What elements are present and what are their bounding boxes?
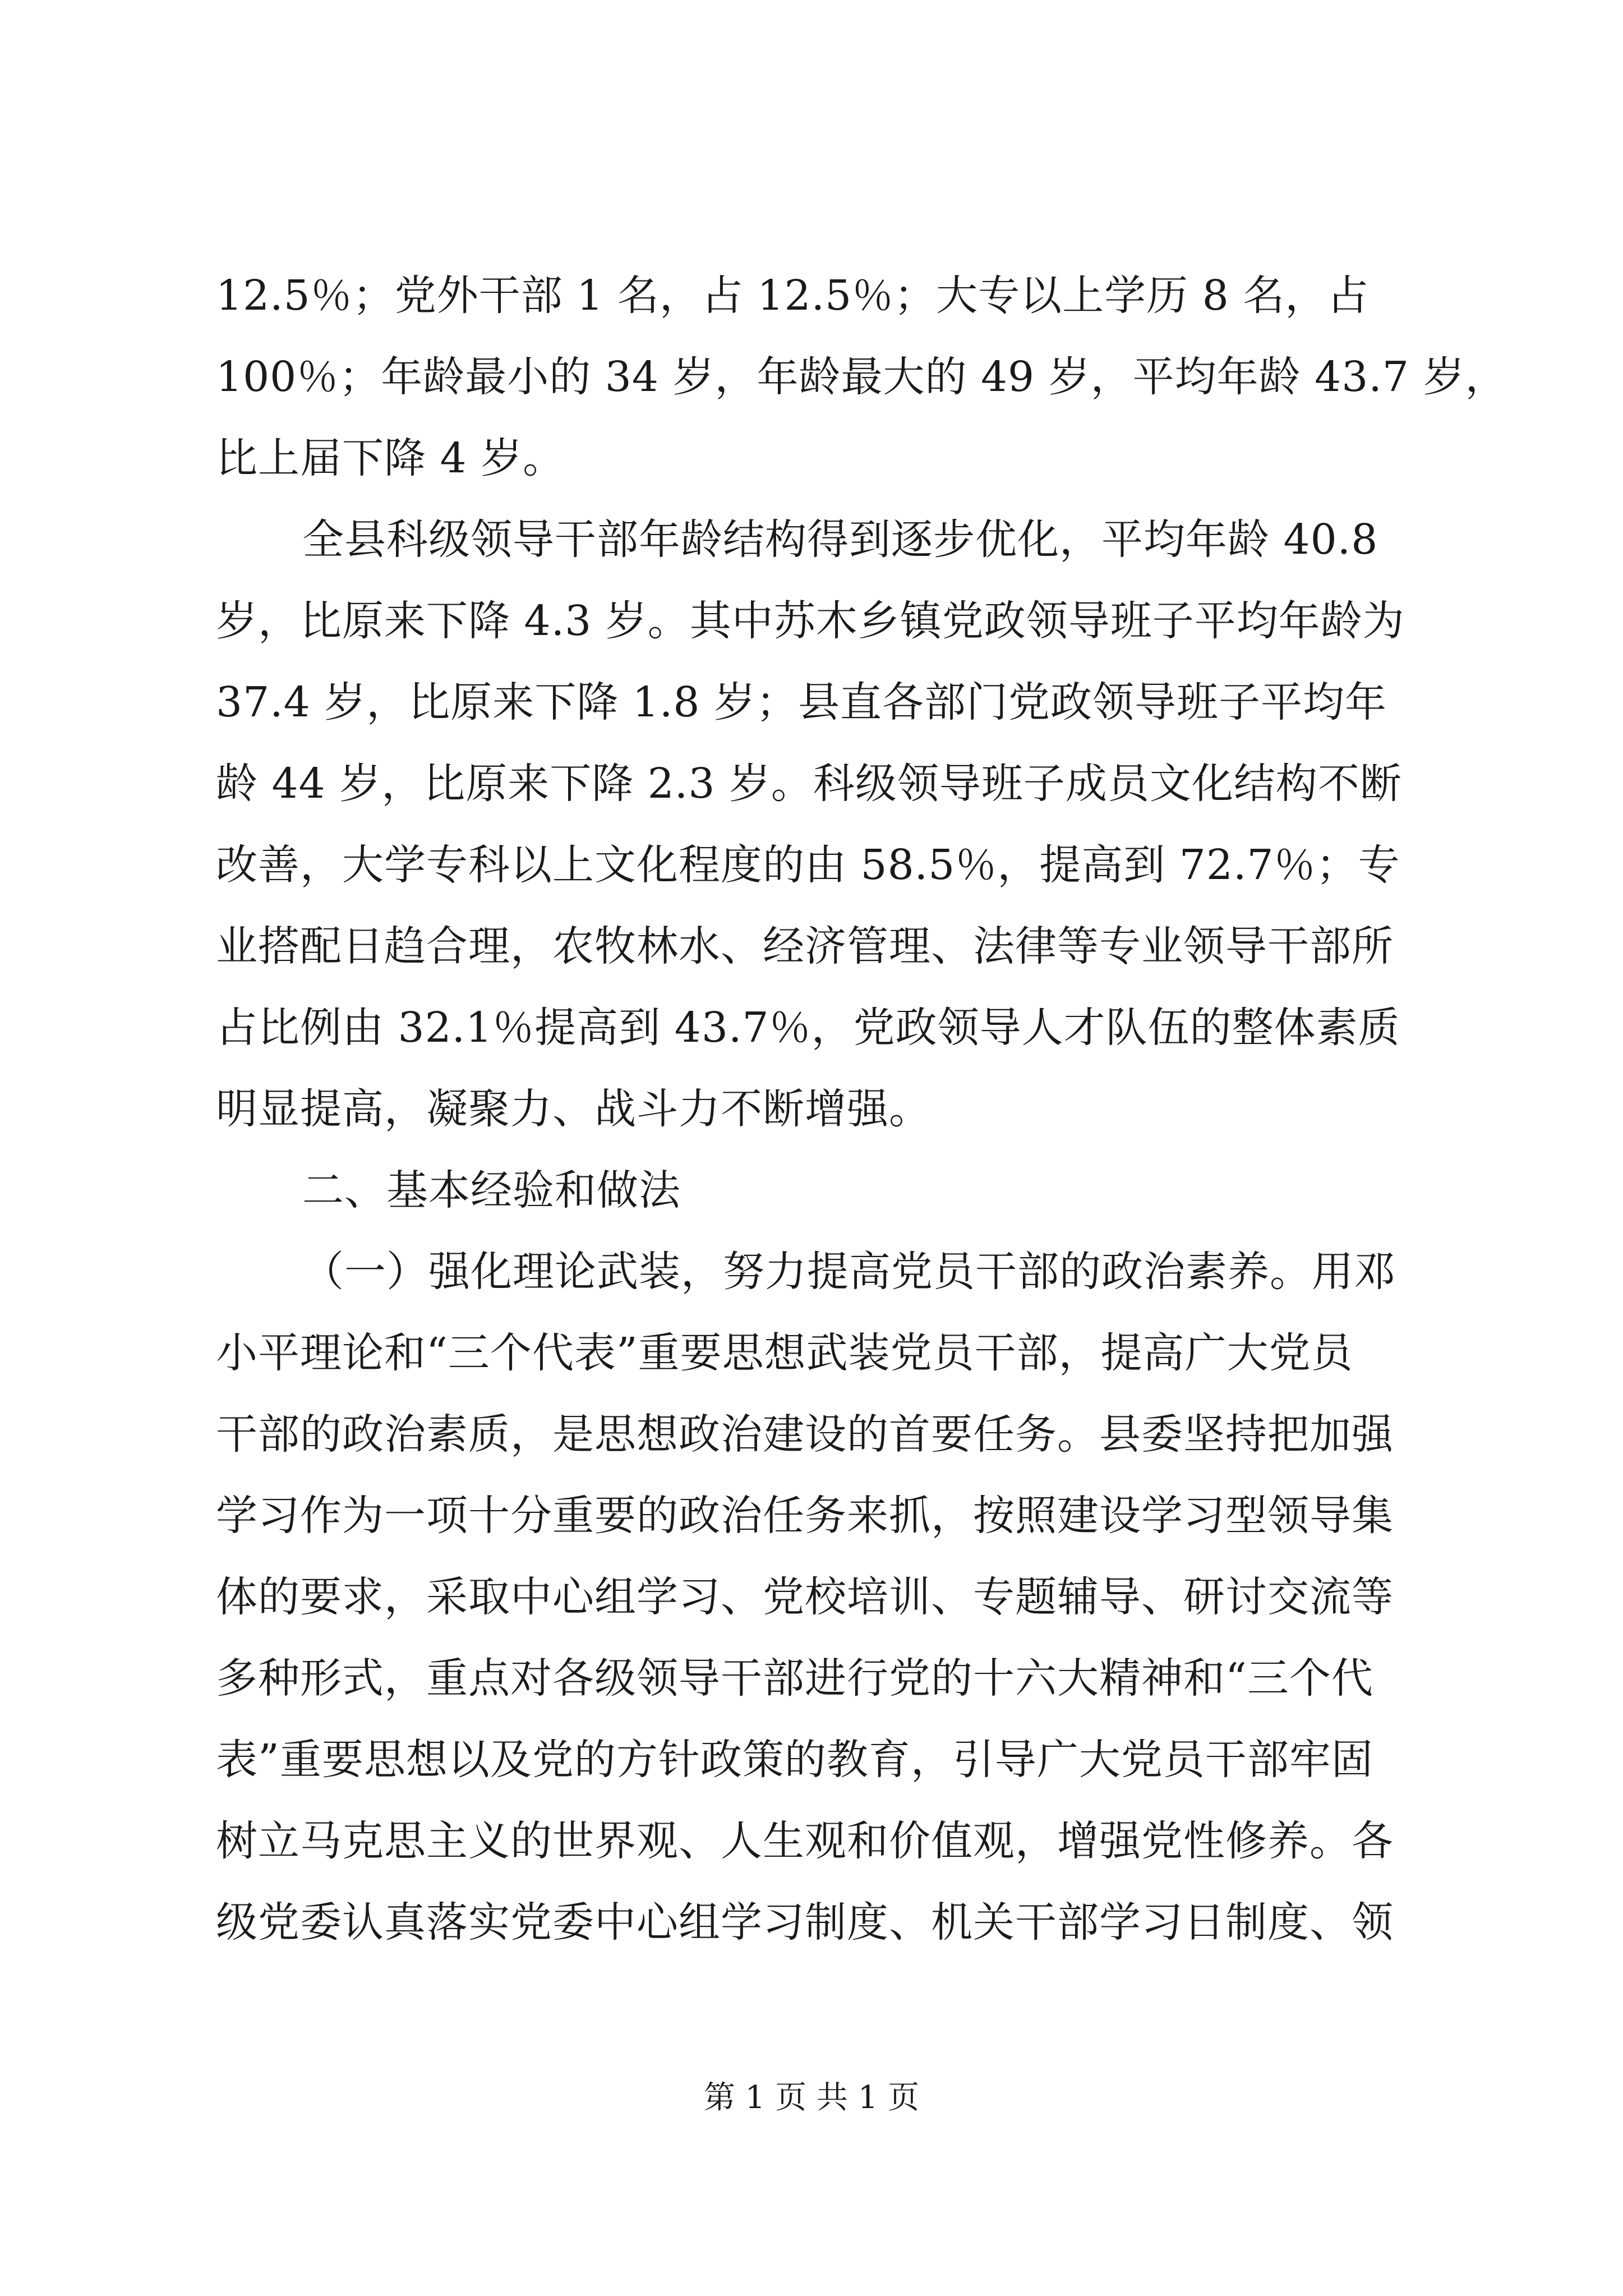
text-line: 比上届下降 4 岁。 [216, 434, 565, 482]
paragraph-start-line: 全县科级领导干部年龄结构得到逐步优化，平均年龄 40.8 [302, 516, 1378, 564]
document-body [216, 255, 1507, 1963]
text-line: 干部的政治素质，是思想政治建设的首要任务。县委坚持把加强 [216, 1410, 1394, 1458]
text-line: 级党委认真落实党委中心组学习制度、机关干部学习日制度、领 [216, 1898, 1394, 1947]
text-line: 37.4 岁，比原来下降 1.8 岁；县直各部门党政领导班子平均年 [216, 678, 1387, 726]
text-line: 表”重要思想以及党的方针政策的教育，引导广大党员干部牢固 [216, 1736, 1373, 1784]
text-line: 学习作为一项十分重要的政治任务来抓，按照建设学习型领导集 [216, 1492, 1394, 1540]
text-line: 明显提高，凝聚力、战斗力不断增强。 [216, 1085, 931, 1133]
text-line: 多种形式，重点对各级领导干部进行党的十六大精神和“三个代 [216, 1654, 1373, 1703]
text-line: 占比例由 32.1％提高到 43.7％，党政领导人才队伍的整体素质 [216, 1004, 1400, 1052]
page-number-footer: 第 1 页 共 1 页 [703, 2079, 920, 2116]
text-line: 12.5％；党外干部 1 名，占 12.5％；大专以上学历 8 名，占 [216, 272, 1370, 320]
section-heading: 二、基本经验和做法 [302, 1166, 681, 1214]
text-line: 小平理论和“三个代表”重要思想武装党员干部，提高广大党员 [216, 1329, 1353, 1377]
text-line: 业搭配日趋合理，农牧林水、经济管理、法律等专业领导干部所 [216, 922, 1394, 970]
text-line: 体的要求，采取中心组学习、党校培训、专题辅导、研讨交流等 [216, 1573, 1394, 1621]
text-line: 龄 44 岁，比原来下降 2.3 岁。科级领导班子成员文化结构不断 [216, 760, 1402, 808]
text-line: 树立马克思主义的世界观、人生观和价值观，增强党性修养。各 [216, 1817, 1394, 1865]
text-line: 100％；年龄最小的 34 岁，年龄最大的 49 岁，平均年龄 43.7 岁， [216, 353, 1507, 401]
subsection-heading-line: （一）强化理论武装，努力提高党员干部的政治素养。用邓 [302, 1248, 1396, 1296]
text-line: 岁，比原来下降 4.3 岁。其中苏木乡镇党政领导班子平均年龄为 [216, 597, 1405, 645]
text-line: 改善，大学专科以上文化程度的由 58.5％，提高到 72.7％；专 [216, 841, 1400, 889]
